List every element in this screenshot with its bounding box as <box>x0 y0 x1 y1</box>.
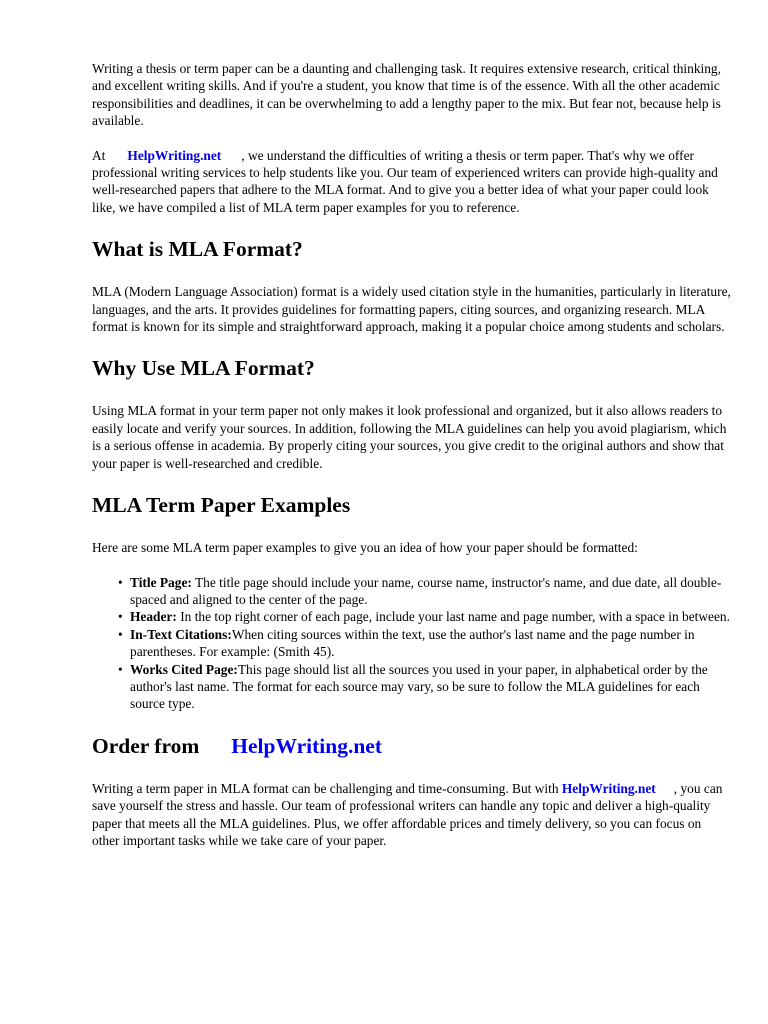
why-use-mla-paragraph: Using MLA format in your term paper not only makes it look professional and organized, but it also allows readers to easily locate and verify your sources. In addition, following the MLA guidelines can help you avoid plagiarism, which is a serious offense in academia. By properly citing your sources, you give credit to the original authors and show that your paper is well-researched and credible. <box>92 403 727 471</box>
intro-prefix: At <box>92 147 106 163</box>
intro-paragraph: Writing a thesis or term paper can be a daunting and challenging task. It requires extensive research, critical thinking, and excellent writing skills. And if you're a student, you know that time is of the essence. With all the other academic responsibilities and deadlines, it can be overwhelming to add a lengthy paper to the mix. But fear not, because help is available. <box>92 61 721 129</box>
bullet-icon: • <box>118 609 123 625</box>
list-item-term: Header: <box>130 609 177 625</box>
list-item-text: When citing sources within the text, use the author's last name and the page number in parentheses. For example: (Smith 45). <box>130 626 695 660</box>
list-item <box>92 608 732 625</box>
list-item-text: In the top right corner of each page, include your last name and page number, with a space in between. <box>176 609 730 625</box>
what-is-mla-paragraph: MLA (Modern Language Association) format is a widely used citation style in the humanities, particularly in literature, languages, and the arts. It provides guidelines for formatting papers, citing sources, and organizing research. MLA format is known for its simple and straightforward approach, making it a popular choice among students and scholars. <box>92 284 731 335</box>
order-paragraph <box>92 780 732 850</box>
intro-rest: , we understand the difficulties of writing a thesis or term paper. That's why we offer professional writing services to help students like you. Our team of experienced writers can provide high-quality and well-researched papers that adhere to the MLA format. And to give you a better idea of what your paper could look like, we have compiled a list of MLA term paper examples for you to reference. <box>92 147 718 215</box>
document-page <box>92 60 732 849</box>
list-item <box>92 661 732 713</box>
list-item <box>92 574 732 609</box>
order-prefix: Writing a term paper in MLA format can be challenging and time-consuming. But with <box>92 780 559 796</box>
list-item-text: The title page should include your name, course name, instructor's name, and due date, all double-spaced and aligned to the center of the page. <box>130 574 722 607</box>
intro-paragraph-2 <box>92 147 732 217</box>
bullet-icon: • <box>118 574 123 590</box>
heading-order-from <box>92 733 732 759</box>
helpwriting-heading-link[interactable]: HelpWriting.net <box>231 733 382 758</box>
list-item-term: Works Cited Page: <box>130 661 238 677</box>
examples-intro-paragraph: Here are some MLA term paper examples to give you an idea of how your paper should be formatted: <box>92 540 638 556</box>
examples-list <box>92 574 732 713</box>
order-rest: , you can save yourself the stress and hassle. Our team of professional writers can handle any topic and deliver a high-quality paper that meets all the MLA guidelines. Plus, we offer affordable prices and timely delivery, so you can focus on other important tasks while we take care of your paper. <box>92 780 723 848</box>
bullet-icon: • <box>118 661 123 677</box>
order-heading-prefix: Order from <box>92 733 200 758</box>
heading-why-use-mla: Why Use MLA Format? <box>92 356 315 381</box>
list-item <box>92 626 732 661</box>
heading-what-is-mla: What is MLA Format? <box>92 237 303 262</box>
helpwriting-link[interactable]: HelpWriting.net <box>127 147 222 163</box>
list-item-text: This page should list all the sources you used in your paper, in alphabetical order by the author's last name. The format for each source may vary, so be sure to follow the MLA guidelines for each source type. <box>130 661 708 712</box>
heading-mla-examples: MLA Term Paper Examples <box>92 493 351 518</box>
helpwriting-body-link[interactable]: HelpWriting.net <box>561 780 656 796</box>
bullet-icon: • <box>118 626 123 642</box>
list-item-term: In-Text Citations: <box>130 626 232 642</box>
list-item-term: Title Page: <box>130 574 192 590</box>
